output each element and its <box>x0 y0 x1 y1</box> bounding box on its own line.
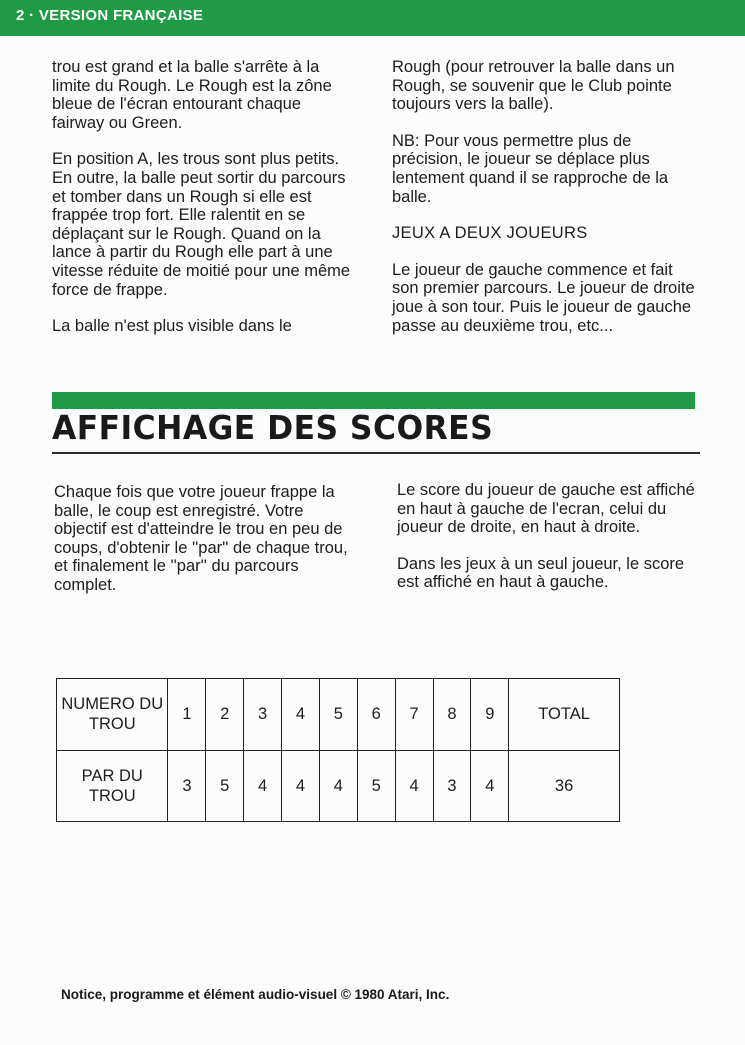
top-right-column <box>392 58 702 353</box>
hole-number: 6 <box>357 679 395 751</box>
hole-number: 7 <box>395 679 433 751</box>
par-table <box>56 678 620 822</box>
hole-number: 4 <box>282 679 320 751</box>
paragraph-un-joueur: Dans les jeux à un seul joueur, le score est affiché en haut à gauche. <box>397 554 685 592</box>
table-row-pars <box>57 750 620 822</box>
paragraph-nb: NB: Pour vous permettre plus de précision, le joueur se déplace plus lentement quand il se rapproche de la balle. <box>392 131 669 206</box>
table-row-holes <box>57 679 620 751</box>
hole-par: 5 <box>357 750 395 822</box>
row-label-numero: NUMERO DU TROU <box>57 679 168 751</box>
copyright-footer: Notice, programme et élément audio-visuel © 1980 Atari, Inc. <box>61 987 450 1002</box>
paragraph-deux-joueurs: Le joueur de gauche commence et fait son premier parcours. Le joueur de droite joue à son tour. Puis le joueur de gauche passe au deuxième trou, etc... <box>392 260 695 335</box>
scores-right-column <box>397 481 697 610</box>
hole-par: 4 <box>471 750 509 822</box>
hole-number: 2 <box>206 679 244 751</box>
scores-left-column <box>54 483 359 613</box>
hole-par: 4 <box>395 750 433 822</box>
section-rule <box>52 452 700 454</box>
section-bar <box>52 392 695 409</box>
total-par: 36 <box>509 750 620 822</box>
subheading-deux-joueurs: JEUX A DEUX JOUEURS <box>392 224 588 243</box>
paragraph-coups: Chaque fois que votre joueur frappe la balle, le coup est enregistré. Votre objectif est d'atteindre le trou en peu de coups, d'obtenir le ''par'' de chaque trou, et finalement le ''par'' du parcours complet. <box>54 483 348 594</box>
top-left-column <box>52 58 352 354</box>
page-header-label: 2 · VERSION FRANÇAISE <box>16 7 204 24</box>
row-label-par: PAR DU TROU <box>57 750 168 822</box>
paragraph-rough: trou est grand et la balle s'arrête à la limite du Rough. Le Rough est la zône bleue de l'écran entourant chaque fairway ou Green. <box>52 58 332 132</box>
hole-par: 3 <box>433 750 471 822</box>
hole-number: 3 <box>244 679 282 751</box>
hole-number: 8 <box>433 679 471 751</box>
paragraph-score-position: Le score du joueur de gauche est affiché en haut à gauche de l'ecran, celui du joueur de droite, en haut à droite. <box>397 481 695 537</box>
hole-par: 4 <box>244 750 282 822</box>
hole-number: 5 <box>319 679 357 751</box>
hole-number: 1 <box>168 679 206 751</box>
paragraph-retrouver-balle: Rough (pour retrouver la balle dans un Rough, se souvenir que le Club pointe toujours vers la balle). <box>392 58 675 114</box>
paragraph-balle-visible: La balle n'est plus visible dans le <box>52 317 292 336</box>
section-title: AFFICHAGE DES SCORES <box>52 408 494 447</box>
hole-par: 4 <box>282 750 320 822</box>
hole-par: 3 <box>168 750 206 822</box>
hole-par: 4 <box>319 750 357 822</box>
header-bar <box>0 0 745 36</box>
hole-number: 9 <box>471 679 509 751</box>
paragraph-position-a: En position A, les trous sont plus petits. En outre, la balle peut sortir du parcours et tomber dans un Rough si elle est frappée trop fort. Elle ralentit en se déplaçant sur le Rough. Quand on la lance à partir du Rough elle part à une vitesse réduite de moitié pour une même force de frappe. <box>52 150 351 299</box>
hole-par: 5 <box>206 750 244 822</box>
total-label: TOTAL <box>509 679 620 751</box>
